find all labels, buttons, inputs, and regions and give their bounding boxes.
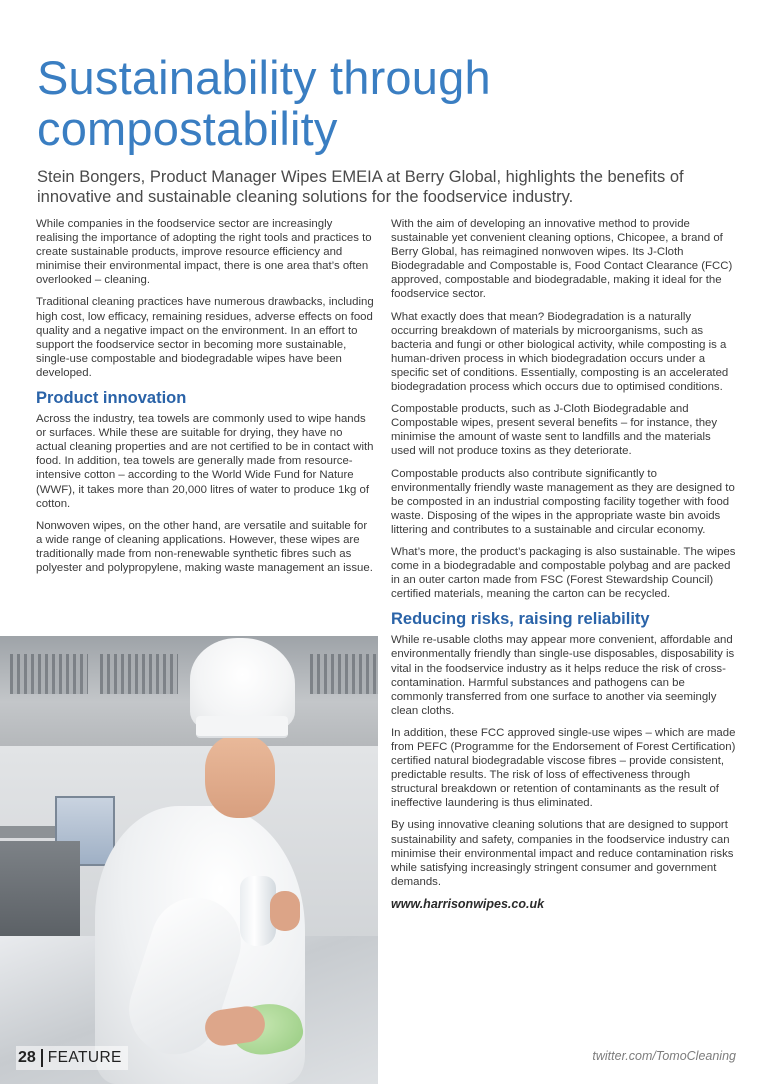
standfirst: Stein Bongers, Product Manager Wipes EMEIA at Berry Global, highlights the benefits of innovative and sustainable cleaning solutions for the foodservice industry. [37, 168, 684, 206]
paragraph: Compostable products also contribute significantly to environmentally friendly waste management as they are designed to be composted in an industrial composting facility together with food waste. Disposing of the wipes in the appropriate waste bin avoids littering and contributes to a sustainable and circular economy. [391, 467, 735, 536]
paragraph: What exactly does that mean? Biodegradation is a naturally occurring breakdown of materials by microorganisms, such as bacteria and fungi or other biological activity, while composting is a human-driven process in which biodegradation occurs under a specific set of conditions. Essentially, composting is an accelerated biodegradation process which occurs due to optimised conditions. [391, 310, 729, 394]
paragraph: In addition, these FCC approved single-use wipes – which are made from PEFC (Programme for the Endorsement of Forest Certification) certified natural biodegradable viscose fibres – provide consistent, predictable results. The risk of loss of effectiveness through structural breakdown or retention of contaminants as the result of ineffective laundering is thus eliminated. [391, 726, 736, 810]
extractor-hood [0, 636, 378, 746]
paragraph: With the aim of developing an innovative method to provide sustainable yet convenient cleaning options, Chicopee, a brand of Berry Global, has reimagined nonwoven wipes. Its J-Cloth Biodegradable and Compostable is, Food Contact Clearance (FCC) approved, compostable and biodegradable, making it ideal for the foodservice sector. [391, 218, 733, 301]
vent-grille [100, 654, 178, 694]
page-footer-left [16, 1046, 128, 1070]
chef-cleaning-photo [0, 636, 378, 1084]
vent-grille [10, 654, 88, 694]
chef-hat-band [196, 716, 288, 738]
paragraph: Compostable products, such as J-Cloth Biodegradable and Compostable wipes, present several benefits – for instance, they minimise the amount of waste sent to landfills and the materials used will not produce toxins as they deteriorate. [391, 403, 718, 458]
twitter-handle[interactable]: twitter.com/TomoCleaning [592, 1049, 736, 1063]
chef-face [205, 736, 275, 818]
paragraph: Across the industry, tea towels are commonly used to wipe hands or surfaces. While these are suitable for drying, they have no actual cleaning properties and are not certified to be in contact with food. In addition, tea towels are generally made from resource-intensive cotton – according to the World Wide Fund for Nature (WWF), it takes more than 20,000 litres of water to produce 1kg of cotton. [36, 413, 374, 510]
section-label: FEATURE [47, 1049, 122, 1066]
paragraph: While re-usable cloths may appear more convenient, affordable and environmentally friendly than single-use disposables, disposability is vital in the foodservice industry as it helps reduce the risk of cross-contamination. Harmful substances and pathogens can be commonly transferred from one surface to another via seemingly clean cloths. [391, 634, 735, 717]
oven [0, 841, 80, 936]
page-number: 28 [18, 1049, 36, 1066]
website-link[interactable]: www.harrisonwipes.co.uk [391, 896, 545, 911]
paragraph: By using innovative cleaning solutions that are designed to support sustainability and safety, companies in the foodservice industry can minimise their environmental impact and reduce contamination risks while satisfying increasingly stringent consumer and government demands. [391, 819, 734, 888]
paragraph: While companies in the foodservice sector are increasingly realising the importance of adopting the right tools and practices to create sustainable products, improve resource efficiency and minimise their environmental impact, there is one area that’s often overlooked – cleaning. [36, 218, 372, 287]
article-title: Sustainability through compostability [37, 51, 491, 155]
paragraph: Traditional cleaning practices have numerous drawbacks, including high cost, low efficacy, remaining residues, adverse effects on food quality and a negative impact on the environment. In an effort to support the foodservice sector in becoming more sustainable, single-use compostable and biodegradable wipes have been developed. [36, 296, 374, 379]
left-column [36, 217, 374, 583]
footer-divider [41, 1049, 43, 1067]
paragraph: Nonwoven wipes, on the other hand, are versatile and suitable for a wide range of cleaning applications. However, these wipes are traditionally made from non-renewable synthetic fibres such as polyester and polypropylene, making waste management an issue. [36, 519, 373, 574]
vent-grille [310, 654, 378, 694]
section-heading-product-innovation: Product innovation [36, 389, 187, 408]
section-heading-reducing-risks: Reducing risks, raising reliability [391, 610, 650, 629]
right-column [391, 217, 736, 911]
chef-hand [270, 891, 300, 931]
paragraph: What’s more, the product’s packaging is also sustainable. The wipes come in a biodegradable and compostable polybag and are packed in an outer carton made from FSC (Forest Stewardship Council) certified materials, meaning the carton can be recycled. [391, 545, 736, 601]
